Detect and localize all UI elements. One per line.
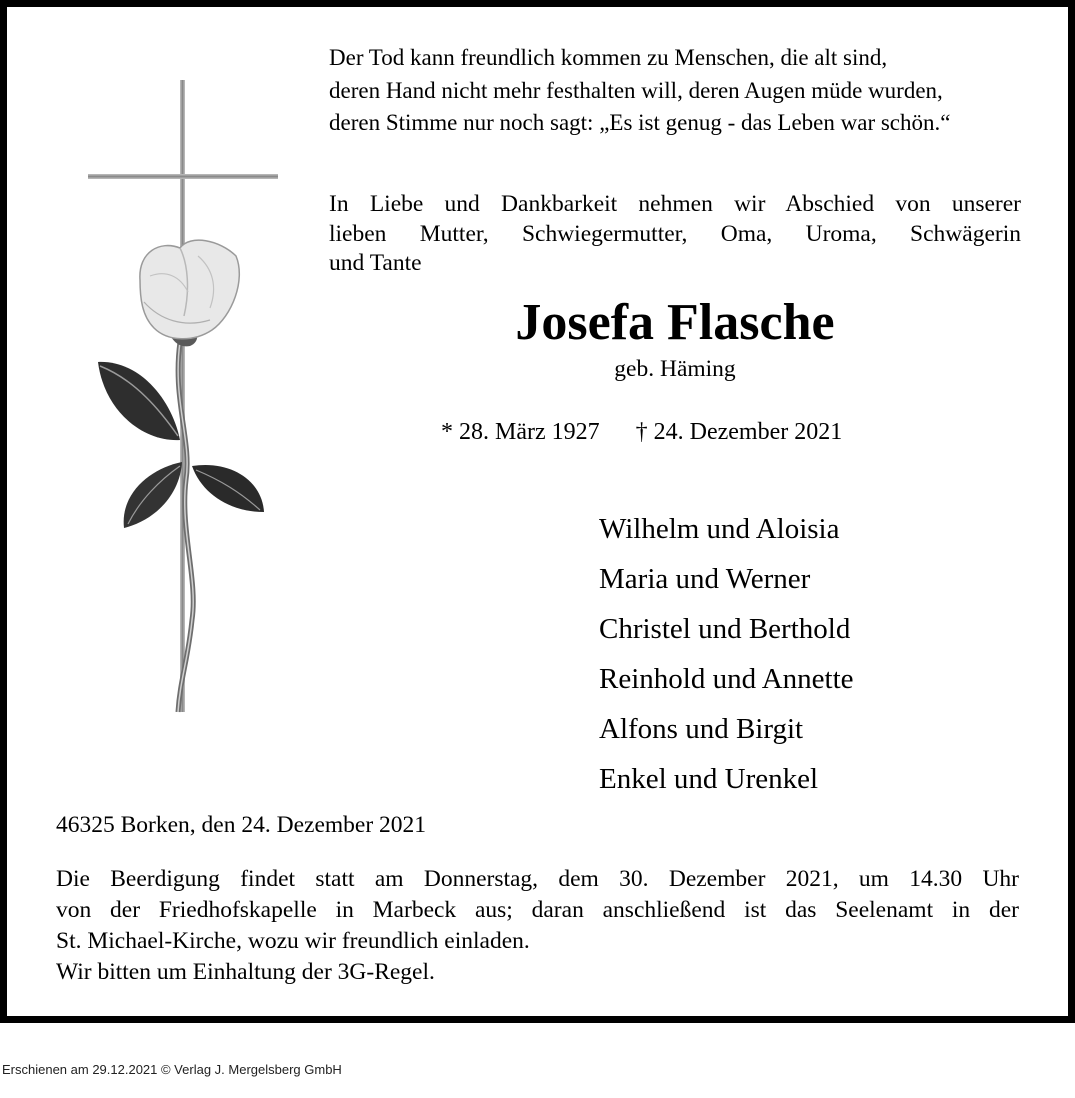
death-date: † 24. Dezember 2021 [635,419,843,445]
family-member: Christel und Berthold [599,613,851,645]
funeral-line: von der Friedhofskapelle in Marbeck aus; daran anschließend ist das Seelenamt in der [56,897,1019,923]
intro-line: und Tante [329,250,422,276]
intro-text [329,190,1021,279]
intro-line: lieben Mutter, Schwiegermutter, Oma, Uroma, Schwägerin [329,220,1021,247]
family-member: Enkel und Urenkel [599,763,819,795]
funeral-line: Wir bitten um Einhaltung der 3G-Regel. [56,959,435,985]
funeral-line: St. Michael-Kirche, wozu wir freundlich einladen. [56,928,530,954]
birth-name: geb. Häming [614,356,736,382]
birth-date: * 28. März 1927 [441,419,600,445]
family-member: Maria und Werner [599,563,811,595]
poem-line: Der Tod kann freundlich kommen zu Menschen, die alt sind, [329,45,888,70]
poem-line: deren Hand nicht mehr festhalten will, deren Augen müde wurden, [329,77,943,103]
family-member: Reinhold und Annette [599,663,854,695]
funeral-info [56,864,1019,988]
family-member: Wilhelm und Aloisia [599,513,840,545]
intro-line: In Liebe und Dankbarkeit nehmen wir Abschied von unserer [329,191,1021,217]
poem [329,42,1049,140]
funeral-line: Die Beerdigung findet statt am Donnerstag, dem 30. Dezember 2021, um 14.30 Uhr [56,866,1019,892]
publication-footer: Erschienen am 29.12.2021 © Verlag J. Mergelsberg GmbH [2,1062,342,1077]
cross-with-rose-icon [80,80,290,720]
life-dates [441,416,842,448]
place-date: 46325 Borken, den 24. Dezember 2021 [56,812,427,838]
family-member: Alfons und Birgit [599,713,804,745]
family-list [599,504,854,804]
deceased-name: Josefa Flasche [515,294,835,351]
poem-line: deren Stimme nur noch sagt: „Es ist genug - das Leben war schön.“ [329,110,951,135]
